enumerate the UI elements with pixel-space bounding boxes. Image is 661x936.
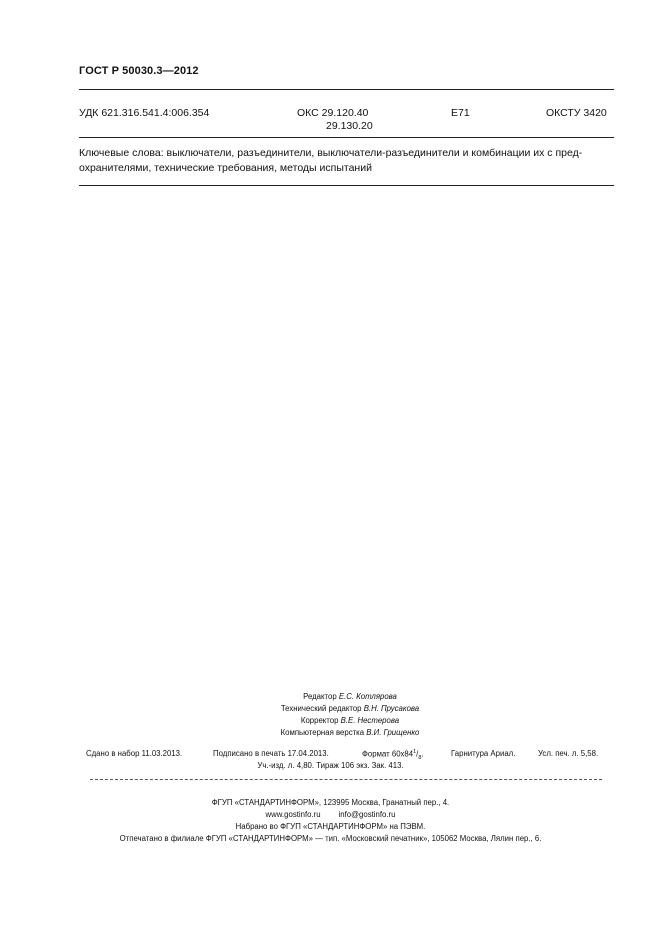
credit-corrector xyxy=(220,715,480,727)
oks-code xyxy=(297,107,373,132)
printer-line-3: Набрано во ФГУП «СТАНДАРТИНФОРМ» на ПЭВМ. xyxy=(235,822,426,831)
pub-format: Формат $60x84^1/_8$. xyxy=(362,749,424,762)
credit-layout xyxy=(220,727,480,739)
keywords-rule xyxy=(79,185,614,186)
printer-contacts xyxy=(0,809,661,821)
credit-role: Корректор xyxy=(300,716,339,725)
credit-name: В.Е. Нестерова xyxy=(340,716,400,725)
credit-role: Технический редактор xyxy=(280,704,362,713)
printer-email-link[interactable]: info@gostinfo.ru xyxy=(338,810,396,819)
udk-code: УДК 621.316.541.4:006.354 xyxy=(79,107,210,119)
credit-name: Е.С. Котлярова xyxy=(338,692,397,701)
standard-code: ГОСТ Р 50030.3—2012 xyxy=(79,65,199,77)
credit-name: В.И. Грищенко xyxy=(366,728,420,737)
pub-typeface: Гарнитура Ариал. xyxy=(451,749,516,758)
pub-tirazh: Тираж 106 экз. xyxy=(316,761,370,770)
pub-usl: Усл. печ. л. 5,58. xyxy=(538,749,599,758)
credit-role: Компьютерная верстка xyxy=(280,728,365,737)
e-code: Е71 xyxy=(451,107,470,119)
okstu-code: ОКСТУ 3420 xyxy=(546,107,607,119)
credits-block xyxy=(220,691,480,739)
pub-sent: Сдано в набор 11.03.2013. xyxy=(86,749,183,758)
oks-code-1: ОКС 29.120.40 xyxy=(297,107,369,119)
dashed-divider xyxy=(90,779,602,780)
pub-stats xyxy=(0,761,661,770)
printer-info xyxy=(0,797,661,845)
pub-zak: Зак. 413. xyxy=(371,761,404,770)
pub-uch: Уч.-изд. л. 4,80. xyxy=(257,761,315,770)
keywords-line-2: охранителями, технические требования, методы испытаний xyxy=(79,162,372,174)
keywords xyxy=(79,146,616,176)
printer-line-4: Отпечатано в филиале ФГУП «СТАНДАРТИНФОРМ» — тип. «Московский печатник», 105062 Москва, Лялин пер., 6. xyxy=(119,834,542,843)
credit-tech-editor xyxy=(220,703,480,715)
printer-line-1: ФГУП «СТАНДАРТИНФОРМ», 123995 Москва, Гранатный пер., 4. xyxy=(211,798,450,807)
header-rule xyxy=(79,89,614,90)
pub-signed: Подписано в печать 17.04.2013. xyxy=(213,749,329,758)
oks-code-2: 29.130.20 xyxy=(326,120,373,132)
credit-role: Редактор xyxy=(303,692,337,701)
keywords-line-1: Ключевые слова: выключатели, разъединители, выключатели-разъединители и комбинации их с пред- xyxy=(79,147,583,159)
classification-rule xyxy=(79,137,614,138)
credit-editor xyxy=(220,691,480,703)
printer-web-link[interactable]: www.gostinfo.ru xyxy=(265,810,321,819)
credit-name: В.Н. Прусакова xyxy=(363,704,420,713)
